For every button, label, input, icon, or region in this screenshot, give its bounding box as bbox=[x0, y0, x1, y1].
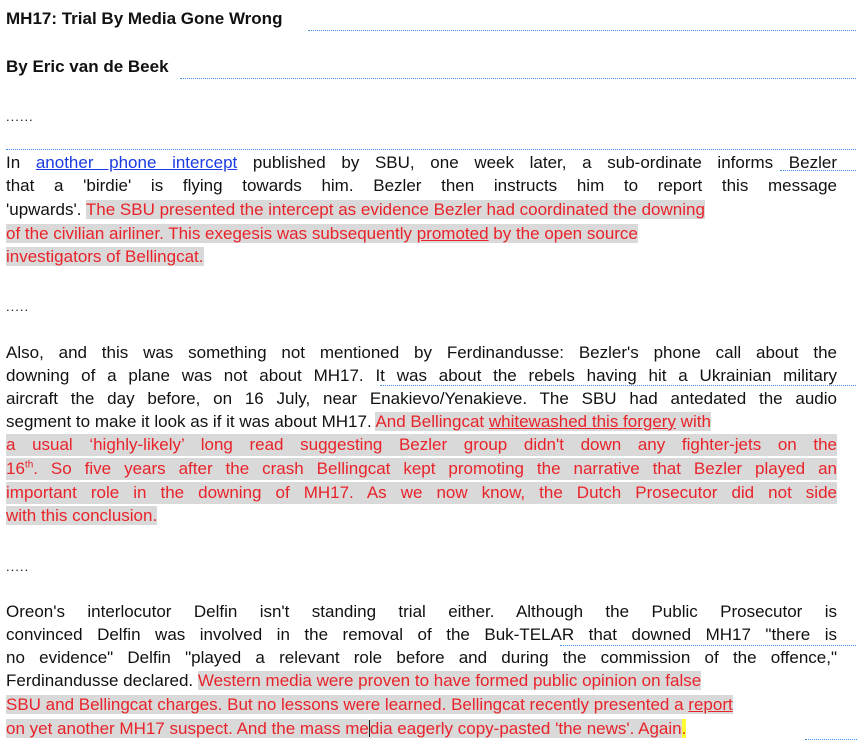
highlighted-claim: The SBU presented the intercept as evidence Bezler had coordinated the downing bbox=[85, 200, 705, 219]
comment-anchor-line bbox=[805, 739, 857, 740]
paragraph-1-line-4: of the civilian airliner. This exegesis was subsequently promoted by the open source bbox=[6, 224, 638, 243]
paragraph-2-line-8: with this conclusion. bbox=[6, 506, 158, 525]
paragraph-3-line-6: on yet another MH17 suspect. And the mass media eagerly copy-pasted 'the news'. Again. bbox=[6, 719, 687, 738]
paragraph-2-line-4: segment to make it look as if it was about MH17. And Bellingcat whitewashed this forgery with bbox=[6, 412, 711, 431]
section-separator: ..... bbox=[6, 559, 30, 574]
paragraph-3-line-3: no evidence" Delfin "played a relevant role before and during the commission of the offence," bbox=[6, 648, 837, 667]
paragraph-1-line-5: investigators of Bellingcat. bbox=[6, 247, 204, 266]
comment-anchor-line bbox=[6, 149, 856, 150]
comment-anchor-line bbox=[308, 30, 856, 31]
intercept-link[interactable]: another phone intercept bbox=[35, 153, 238, 172]
paragraph-1-line-1: In another phone intercept published by SBU, one week later, a sub-ordinate informs Bezler bbox=[6, 153, 837, 172]
paragraph-1-line-2: that a 'birdie' is flying towards him. Bezler then instructs him to report this message bbox=[6, 176, 837, 195]
document-title: MH17: Trial By Media Gone Wrong bbox=[6, 9, 283, 28]
document-byline: By Eric van de Beek bbox=[6, 57, 169, 76]
highlight-mark: . bbox=[681, 719, 687, 738]
report-link[interactable]: report bbox=[688, 695, 733, 714]
paragraph-2-line-5: a usual ‘highly-likely’ long read suggesting Bezler group didn't down any fighter-jets on the bbox=[6, 435, 837, 454]
paragraph-2-line-7: important role in the downing of MH17. As we now know, the Dutch Prosecutor did not side bbox=[6, 483, 837, 502]
comment-anchor-line bbox=[180, 78, 856, 79]
paragraph-3-line-2: convinced Delfin was involved in the removal of the Buk-TELAR that downed MH17 "there is bbox=[6, 625, 837, 644]
promoted-link[interactable]: promoted bbox=[416, 224, 489, 243]
section-separator: ..... bbox=[6, 299, 30, 314]
paragraph-2-line-1: Also, and this was something not mentioned by Ferdinandusse: Bezler's phone call about the bbox=[6, 343, 837, 362]
section-separator: ...... bbox=[6, 109, 34, 124]
paragraph-1-line-3: 'upwards'. The SBU presented the intercept as evidence Bezler had coordinated the downing bbox=[6, 200, 705, 219]
paragraph-3-line-1: Oreon's interlocutor Delfin isn't standing trial either. Although the Public Prosecutor is bbox=[6, 602, 837, 621]
whitewashed-link[interactable]: whitewashed this forgery bbox=[488, 412, 676, 431]
paragraph-2-line-3: aircraft the day before, on 16 July, near Enakievo/Yenakieve. The SBU had antedated the audio bbox=[6, 389, 837, 408]
paragraph-3-line-5: SBU and Bellingcat charges. But no lessons were learned. Bellingcat recently presented a report bbox=[6, 695, 733, 714]
paragraph-2-line-6: 16th. So five years after the crash Bellingcat kept promoting the narrative that Bezler played an bbox=[6, 459, 837, 478]
paragraph-2-line-2: downing of a plane was not about MH17. It was about the rebels having hit a Ukrainian military bbox=[6, 366, 837, 385]
paragraph-3-line-4: Ferdinandusse declared. Western media were proven to have formed public opinion on false bbox=[6, 671, 702, 690]
